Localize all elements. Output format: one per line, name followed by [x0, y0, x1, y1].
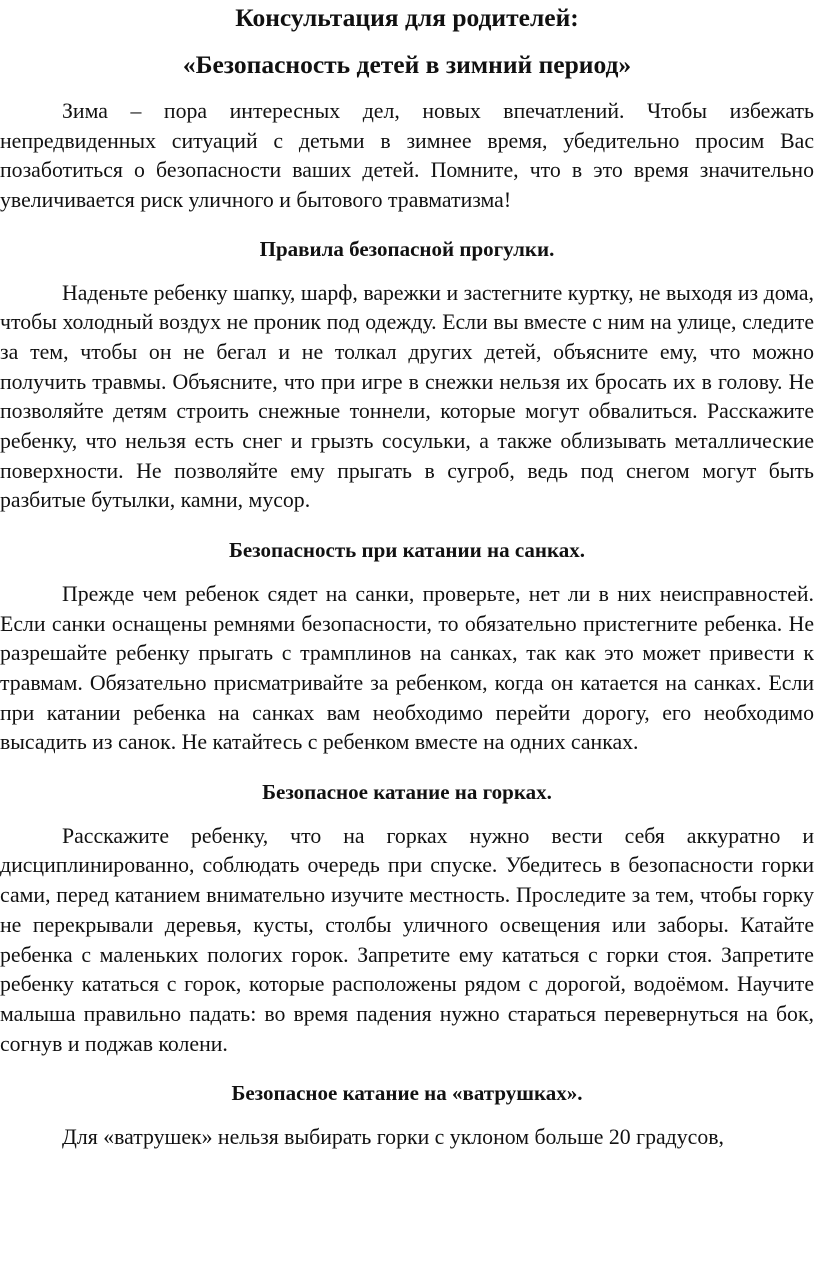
section-text-walk: Наденьте ребенку шапку, шарф, варежки и застегните куртку, не выходя из дома, чтобы холодный воздух не проник под одежду. Если вы вместе с ним на улице, следите за тем, чтобы он не бегал и не толкал других детей, объясните ему, что можно получить травмы. Объясните, что при игре в снежки нельзя их бросать их в голову. Не позволяйте детям строить снежные тоннели, которые могут обвалиться. Расскажите ребенку, что нельзя есть снег и грызть сосульки, а также облизывать металлические поверхности. Не позволяйте ему прыгать в сугроб, ведь под снегом могут быть разбитые бутылки, камни, мусор.	[0, 280, 814, 513]
section-text-hills: Расскажите ребенку, что на горках нужно вести себя аккуратно и дисциплинированно, соблюдать очередь при спуске. Убедитесь в безопасности горки сами, перед катанием внимательно изучите местность. Проследите за тем, чтобы горку не перекрывали деревья, кусты, столбы уличного освещения или заборы. Катайте ребенка с маленьких пологих горок. Запретите ему кататься с горки стоя. Запретите ребенку кататься с горок, которые расположены рядом с дорогой, водоёмом. Научите малыша правильно падать: во время падения нужно стараться перевернуться на бок, согнув и поджав колени.	[0, 823, 814, 1056]
section-heading-tubes: Безопасное катание на «ватрушках».	[231, 1081, 583, 1106]
document-title: Консультация для родителей:	[235, 3, 579, 32]
section-text-sled: Прежде чем ребенок сядет на санки, проверьте, нет ли в них неисправностей. Если санки оснащены ремнями безопасности, то обязательно пристегните ребенка. Не разрешайте ребенку прыгать с трамплинов на санках, так как это может привести к травмам. Обязательно присматривайте за ребенком, когда он катается на санках. Если при катании ребенка на санках вам необходимо перейти дорогу, его необходимо высадить из санок. Не катайтесь с ребенком вместе на одних санках.	[0, 581, 814, 755]
section-text-tubes: Для «ватрушек» нельзя выбирать горки с уклоном больше 20 градусов,	[62, 1125, 724, 1150]
section-heading-sled: Безопасность при катании на санках.	[228, 538, 586, 563]
section-heading-walk: Правила безопасной прогулки.	[259, 236, 555, 261]
section-heading-hills: Безопасное катание на горках.	[262, 780, 552, 805]
intro-paragraph: Зима – пора интересных дел, новых впечатлений. Чтобы избежать непредвиденных ситуаций с детьми в зимнее время, убедительно просим Вас позаботиться о безопасности ваших детей. Помните, что в это время значительно увеличивается риск уличного и бытового травматизма!	[0, 99, 814, 213]
document-subtitle: «Безопасность детей в зимний период»	[182, 50, 632, 79]
